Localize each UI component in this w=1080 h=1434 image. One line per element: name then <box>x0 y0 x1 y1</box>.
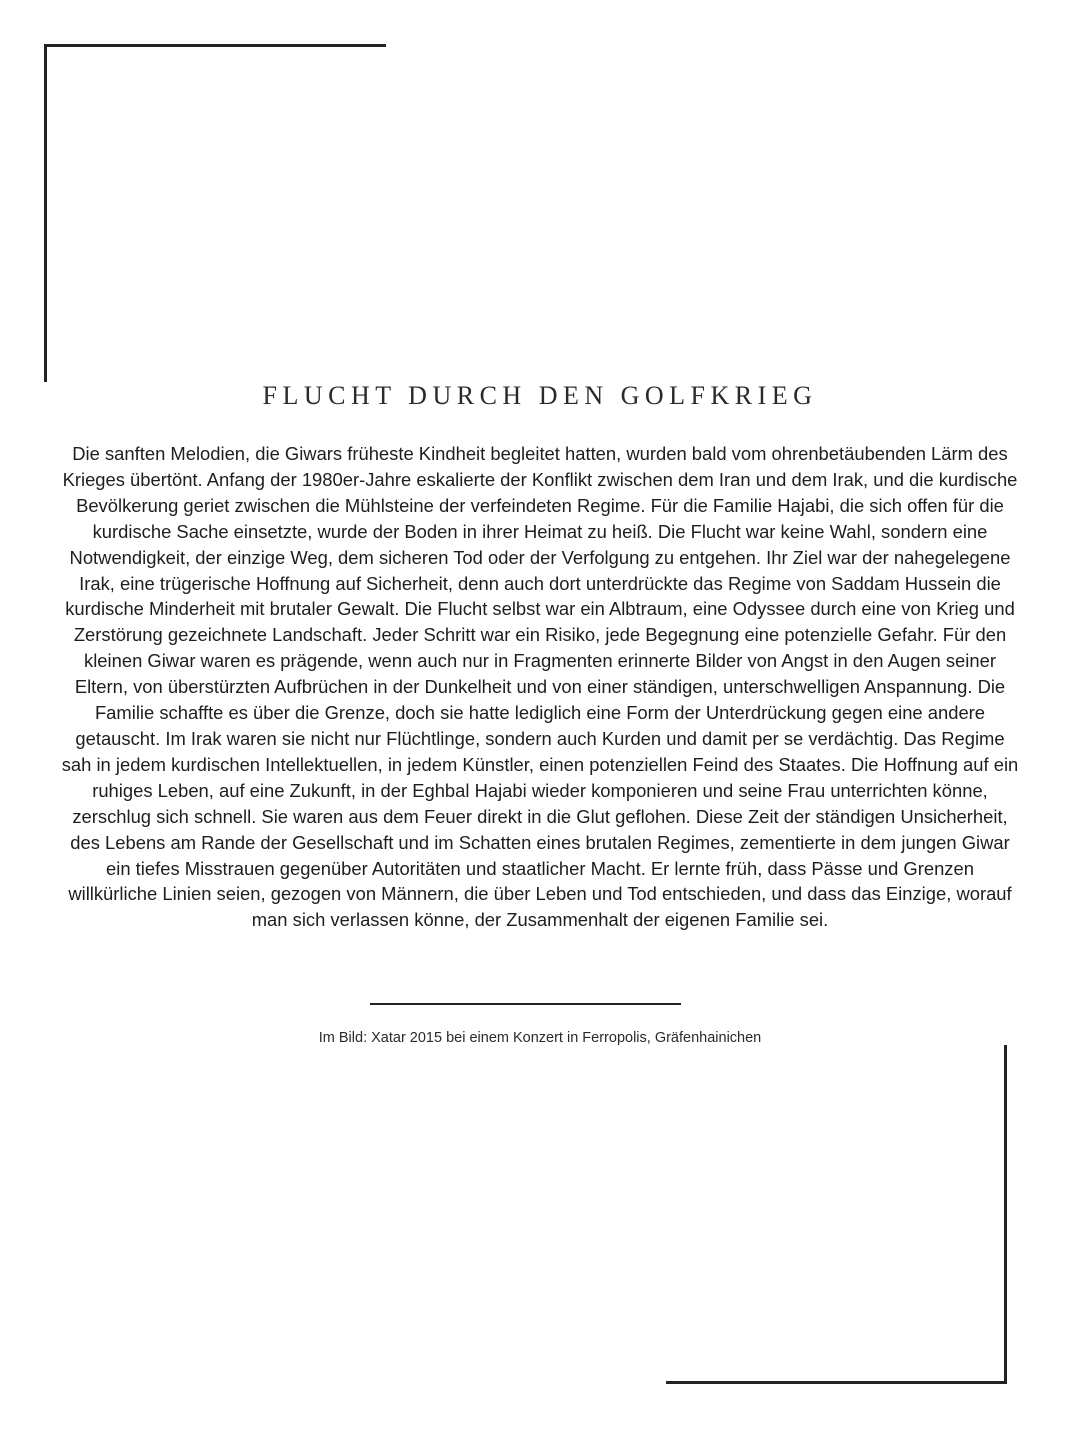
section-divider <box>370 1003 681 1005</box>
frame-corner-bottom-vertical <box>1004 1045 1007 1383</box>
article-body: Die sanften Melodien, die Giwars früheste Kindheit begleitet hatten, wurden bald vom ohrenbetäubenden Lärm des Krieges übertönt. Anfang der 1980er-Jahre eskalierte der Konflikt zwischen dem Iran und dem Irak, und die kurdische Bevölkerung geriet zwischen die Mühlsteine der verfeindeten Regime. Für die Familie Hajabi, die sich offen für die kurdische Sache einsetzte, wurde der Boden in ihrer Heimat zu heiß. Die Flucht war keine Wahl, sondern eine Notwendigkeit, der einzige Weg, dem sicheren Tod oder der Verfolgung zu entgehen. Ihr Ziel war der nahegelegene Irak, eine trügerische Hoffnung auf Sicherheit, denn auch dort unterdrückte das Regime von Saddam Hussein die kurdische Minderheit mit brutaler Gewalt. Die Flucht selbst war ein Albtraum, eine Odyssee durch eine von Krieg und Zerstörung gezeichnete Landschaft. Jeder Schritt war ein Risiko, jede Begegnung eine potenzielle Gefahr. Für den kleinen Giwar waren es prägende, wenn auch nur in Fragmenten erinnerte Bilder von Angst in den Augen seiner Eltern, von überstürzten Aufbrüchen in der Dunkelheit und von einer ständigen, unterschwelligen Anspannung. Die Familie schaffte es über die Grenze, doch sie hatte lediglich eine Form der Unterdrückung gegen eine andere getauscht. Im Irak waren sie nicht nur Flüchtlinge, sondern auch Kurden und damit per se verdächtig. Das Regime sah in jedem kurdischen Intellektuellen, in jedem Künstler, einen potenziellen Feind des Staates. Die Hoffnung auf ein ruhiges Leben, auf eine Zukunft, in der Eghbal Hajabi wieder komponieren und seine Frau unterrichten könne, zerschlug sich schnell. Sie waren aus dem Feuer direkt in die Glut geflohen. Diese Zeit der ständigen Unsicherheit, des Lebens am Rande der Gesellschaft und im Schatten eines brutalen Regimes, zementierte in dem jungen Giwar ein tiefes Misstrauen gegenüber Autoritäten und staatlicher Macht. Er lernte früh, dass Pässe und Grenzen willkürliche Linien seien, gezogen von Männern, die über Leben und Tod entschieden, und dass das Einzige, worauf man sich verlassen könne, der Zusammenhalt der eigenen Familie sei. <box>61 443 1019 931</box>
frame-corner-top-vertical <box>44 44 47 382</box>
frame-corner-top-horizontal <box>44 44 386 47</box>
frame-corner-bottom-horizontal <box>666 1381 1007 1384</box>
image-caption: Im Bild: Xatar 2015 bei einem Konzert in Ferropolis, Gräfenhainichen <box>318 1030 762 1046</box>
article-title: FLUCHT DURCH DEN GOLFKRIEG <box>262 381 818 410</box>
